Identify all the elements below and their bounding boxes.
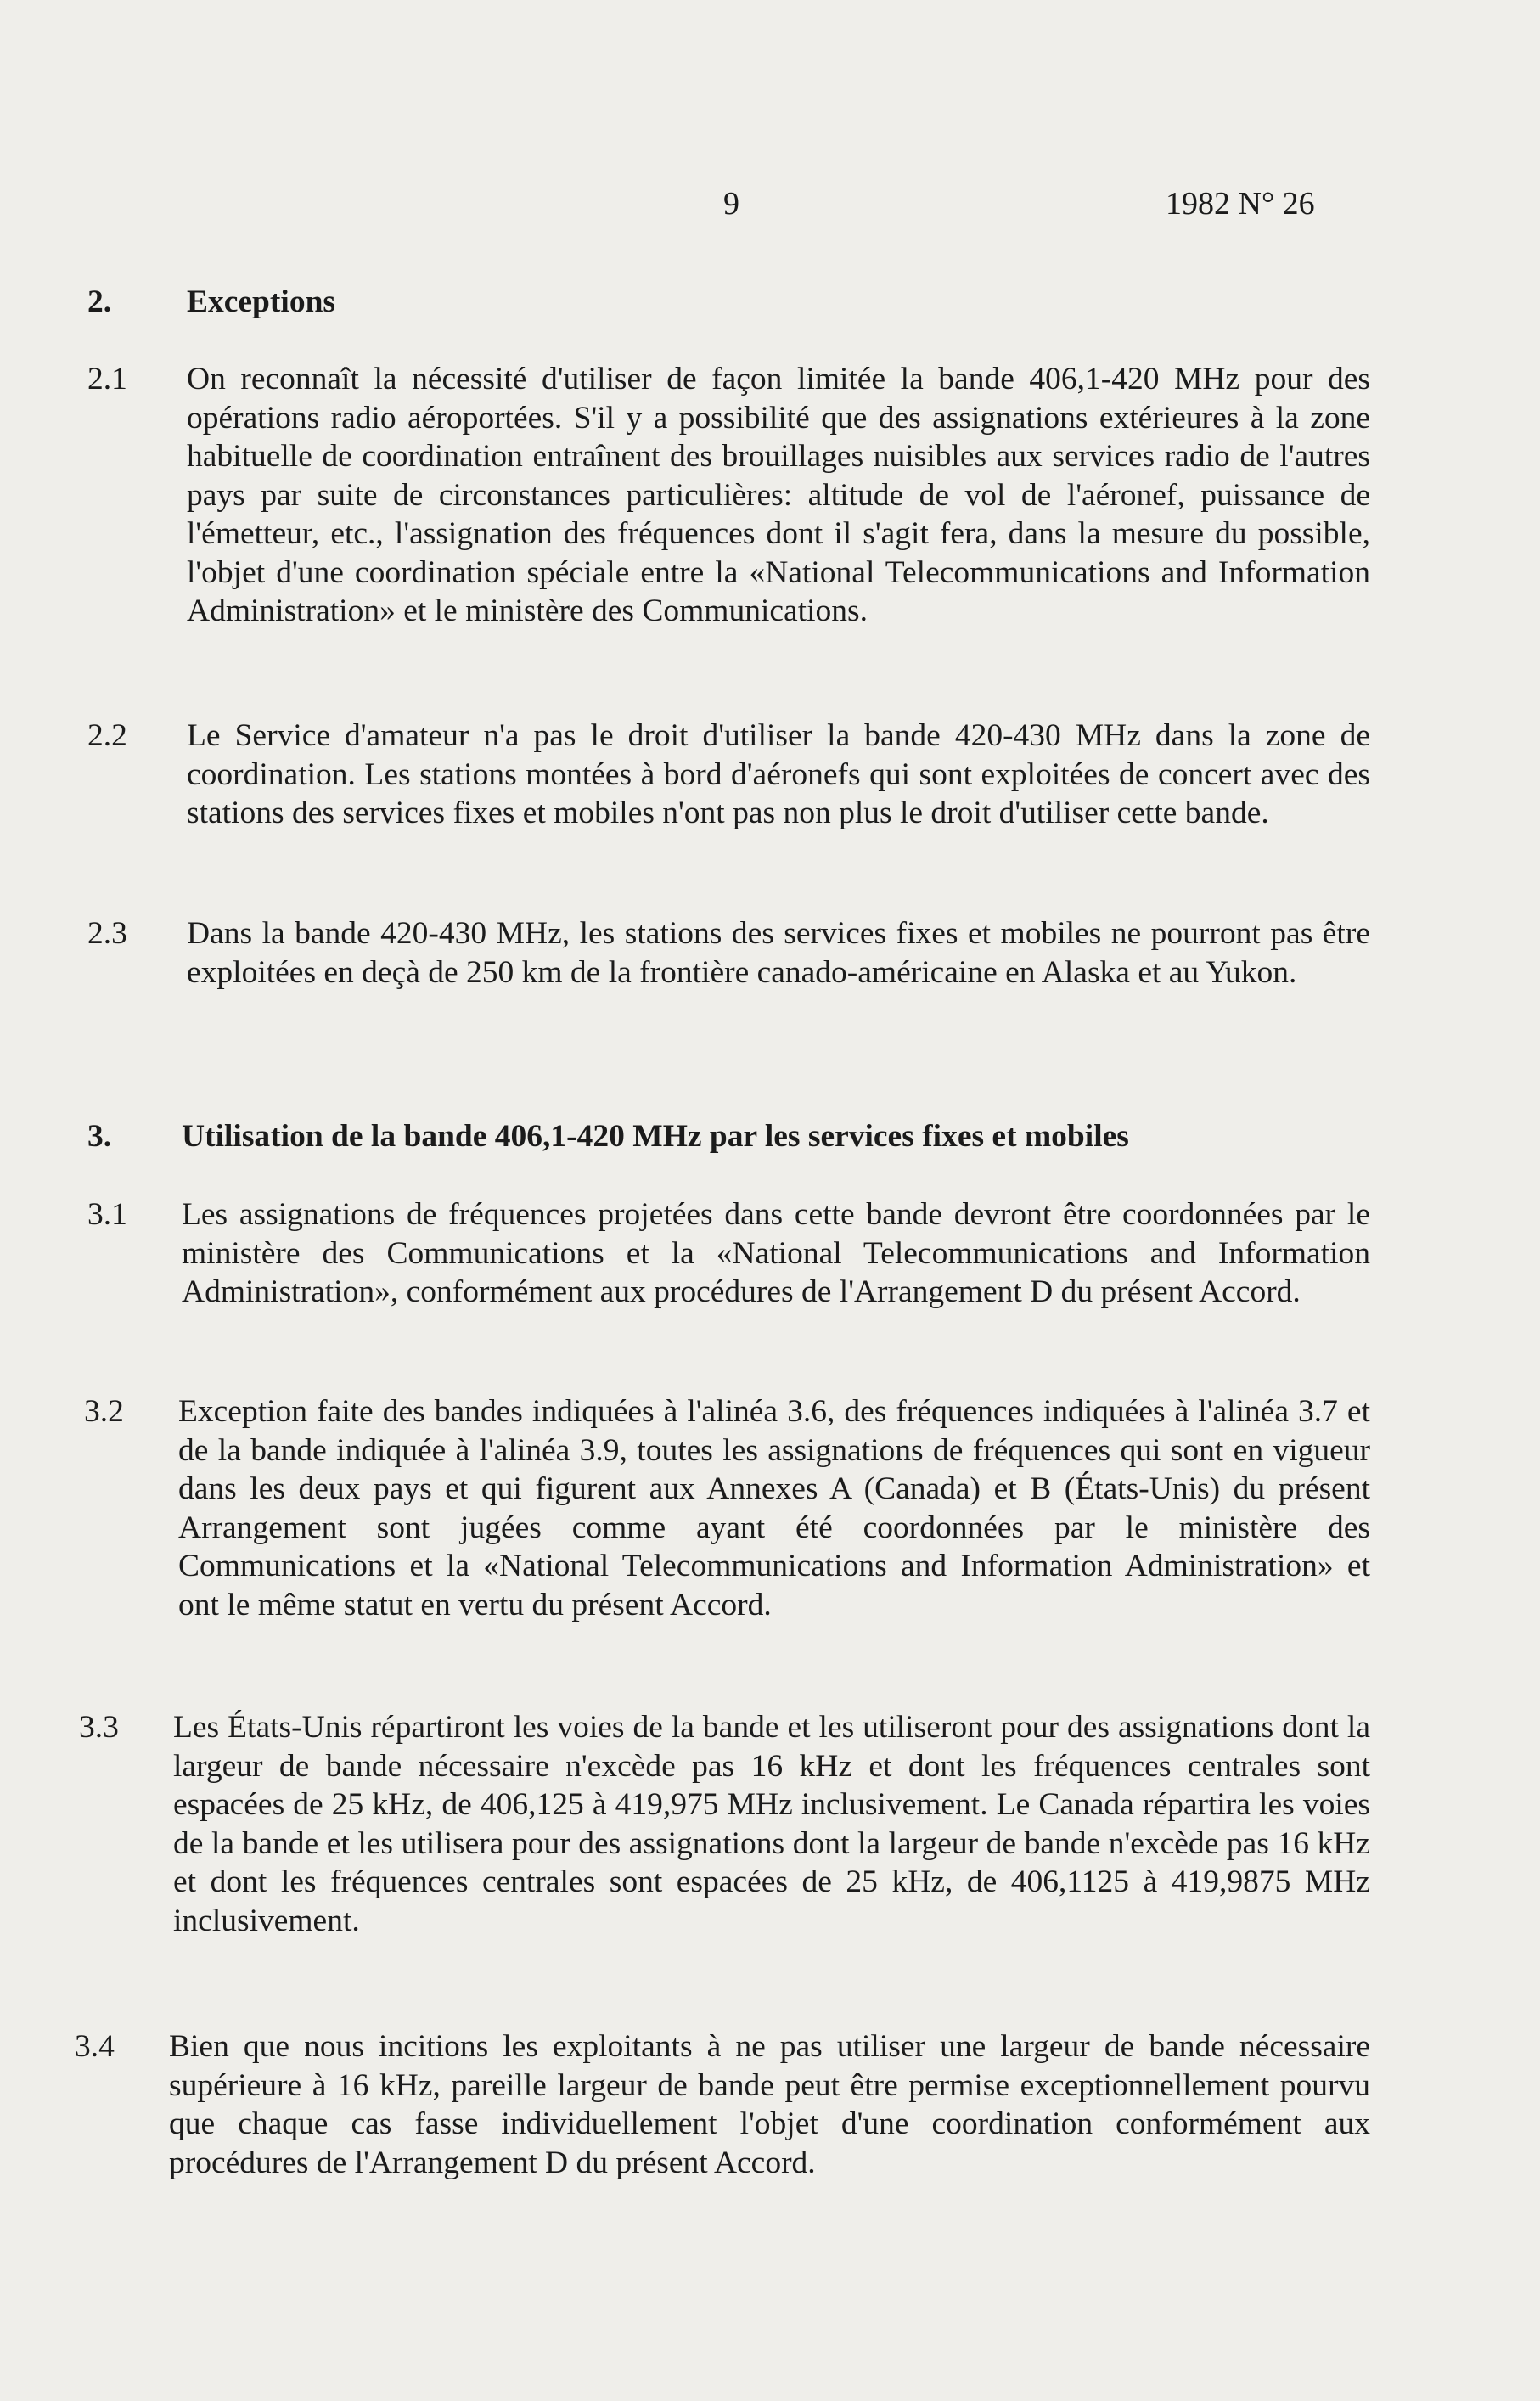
paragraph-number: 2.2 [87,718,127,753]
section-title: Utilisation de la bande 406,1-420 MHz par les services fixes et mobiles [182,1119,1129,1154]
paragraph-number: 3.4 [75,2029,115,2064]
section-number: 2. [87,284,112,319]
paragraph-text: Les assignations de fréquences projetées dans cette bande devront être coordonnées par le ministère des Communications et la «National Telecommunications and Information Administration», conformément aux procédures de l'Arrangement D du présent Accord. [182,1197,1370,1309]
paragraph-text: Exception faite des bandes indiquées à l'alinéa 3.6, des fréquences indiquées à l'alinéa 3.7 et de la bande indiquée à l'alinéa 3.9, toutes les assignations de fréquences qui sont en vigueur dans les deux pays et qui figurent aux Annexes A (Canada) et B (États-Unis) du présent Arrangement sont jugées comme ayant été coordonnées par le ministère des Communications et la «National Telecommunications and Information Administration» et ont le même statut en vertu du présent Accord. [178,1394,1370,1622]
paragraph-text: Dans la bande 420-430 MHz, les stations des services fixes et mobiles ne pourront pas être exploitées en deçà de 250 km de la frontière canado-américaine en Alaska et au Yukon. [187,916,1370,990]
paragraph-number: 2.1 [87,362,127,396]
page-number: 9 [723,186,739,222]
section-title: Exceptions [187,284,336,319]
paragraph-text: Les États-Unis répartiront les voies de la bande et les utiliseront pour des assignations dont la largeur de bande nécessaire n'excède pas 16 kHz et dont les fréquences centrales sont espacées de 25 kHz, de 406,125 à 419,975 MHz inclusivement. Le Canada répartira les voies de la bande et les utilisera pour des assignations dont la largeur de bande n'excède pas 16 kHz et dont les fréquences centrales sont espacées de 25 kHz, de 406,1125 à 419,9875 MHz inclusivement. [173,1710,1370,1938]
section-number: 3. [87,1119,112,1154]
paragraph-text: On reconnaît la nécessité d'utiliser de façon limitée la bande 406,1-420 MHz pour des opérations radio aéroportées. S'il y a possibilité que des assignations extérieures à la zone habituelle de coordination entraînent des brouillages nuisibles aux services radio de l'autres pays par suite de circonstances particulières: altitude de vol de l'aéronef, puissance de l'émetteur, etc., l'assignation des fréquences dont il s'agit fera, dans la mesure du possible, l'objet d'une coordination spéciale entre la «National Telecommunications and Information Administration» et le ministère des Communications. [187,362,1370,628]
page-header [0,185,1540,228]
issue-reference: 1982 N° 26 [1166,186,1315,222]
paragraph-number: 3.3 [79,1710,119,1745]
paragraph-text: Bien que nous incitions les exploitants à ne pas utiliser une largeur de bande nécessaire supérieure à 16 kHz, pareille largeur de bande peut être permise exceptionnellement pourvu que chaque cas fasse individuellement l'objet d'une coordination conformément aux procédures de l'Arrangement D du présent Accord. [169,2029,1370,2180]
paragraph-number: 2.3 [87,916,127,951]
paragraph-text: Le Service d'amateur n'a pas le droit d'utiliser la bande 420-430 MHz dans la zone de coordination. Les stations montées à bord d'aéronefs qui sont exploitées de concert avec des stations des services fixes et mobiles n'ont pas non plus le droit d'utiliser cette bande. [187,718,1370,830]
paragraph-number: 3.2 [84,1394,124,1429]
paragraph-number: 3.1 [87,1197,127,1232]
